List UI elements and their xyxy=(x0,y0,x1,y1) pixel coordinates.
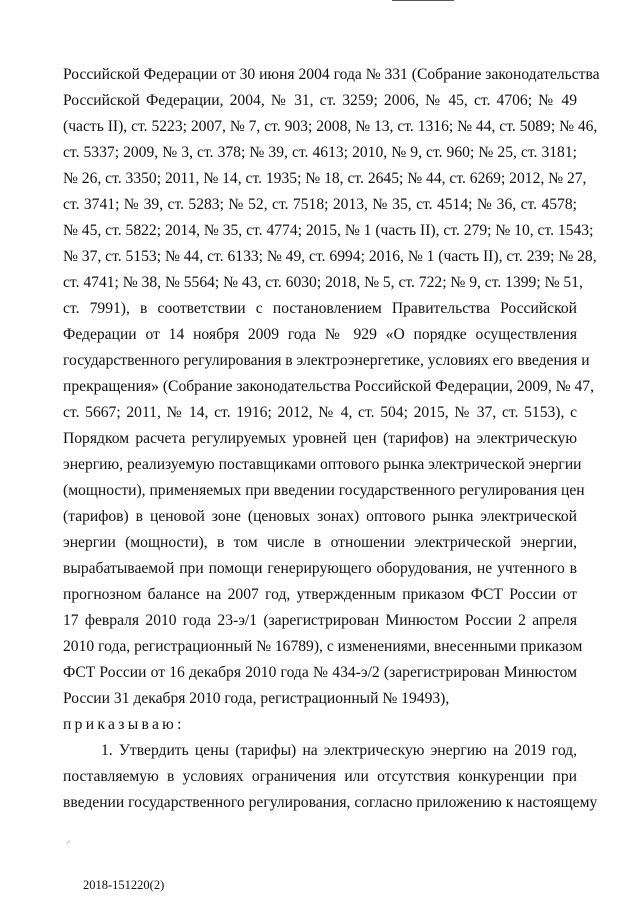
body-line: Федерации от 14 ноября 2009 года № 929 «О порядке осуществления xyxy=(63,326,577,343)
order-word: приказываю: xyxy=(63,716,185,733)
item-1-line: 1. Утвердить цены (тарифы) на электрическую энергию на 2019 год, xyxy=(101,742,577,759)
document-number: 2018-151220(2) xyxy=(83,878,165,892)
body-line: № 26, ст. 3350; 2011, № 14, ст. 1935; № 18, ст. 2645; № 44, ст. 6269; 2012, № 27, xyxy=(63,170,587,187)
body-line: Российской Федерации от 30 июня 2004 года № 331 (Собрание законодательства xyxy=(63,66,600,83)
item-1-line: введении государственного регулирования, согласно приложению к настоящему xyxy=(63,794,598,811)
body-line: ст. 3741; № 39, ст. 5283; № 52, ст. 7518; 2013, № 35, ст. 4514; № 36, ст. 4578; xyxy=(63,196,577,213)
body-line: прогнозном балансе на 2007 год, утвержденным приказом ФСТ России от xyxy=(63,586,577,603)
body-line: (тарифов) в ценовой зоне (ценовых зонах) оптового рынка электрической xyxy=(63,508,577,525)
body-line: России 31 декабря 2010 года, регистрационный № 19493), xyxy=(63,690,450,707)
body-line: Порядком расчета регулируемых уровней цен (тарифов) на электрическую xyxy=(63,430,577,447)
body-line: энергии (мощности), в том числе в отношении электрической энергии, xyxy=(63,534,577,551)
body-line: 17 февраля 2010 года 23-э/1 (зарегистрирован Минюстом России 2 апреля xyxy=(63,612,577,629)
body-line: ст. 7991), в соответствии с постановлением Правительства Российской xyxy=(63,300,577,317)
body-line: государственного регулирования в электроэнергетике, условиях его введения и xyxy=(63,352,590,369)
body-line: (мощности), применяемых при введении государственного регулирования цен xyxy=(63,482,585,499)
body-line: ст. 5667; 2011, № 14, ст. 1916; 2012, № 4, ст. 504; 2015, № 37, ст. 5153), с xyxy=(63,404,577,421)
body-line: ст. 5337; 2009, № 3, ст. 378; № 39, ст. 4613; 2010, № 9, ст. 960; № 25, ст. 3181; xyxy=(63,144,577,161)
top-edge-mark xyxy=(392,0,454,1)
body-line: ст. 4741; № 38, № 5564; № 43, ст. 6030; 2018, № 5, ст. 722; № 9, ст. 1399; № 51, xyxy=(63,274,583,291)
body-line: (часть II), ст. 5223; 2007, № 7, ст. 903; 2008, № 13, ст. 1316; № 44, ст. 5089; № 46, xyxy=(63,118,598,135)
body-line: 2010 года, регистрационный № 16789), с изменениями, внесенными приказом xyxy=(63,638,583,655)
body-line: № 45, ст. 5822; 2014, № 35, ст. 4774; 2015, № 1 (часть II), ст. 279; № 10, ст. 1543; xyxy=(63,222,594,239)
body-line: Российской Федерации, 2004, № 31, ст. 3259; 2006, № 45, ст. 4706; № 49 xyxy=(63,92,577,109)
body-line: ФСТ России от 16 декабря 2010 года № 434-э/2 (зарегистрирован Минюстом xyxy=(63,664,577,681)
body-line: № 37, ст. 5153; № 44, ст. 6133; № 49, ст. 6994; 2016, № 1 (часть II), ст. 239; № 28, xyxy=(63,248,597,265)
item-1-line: поставляемую в условиях ограничения или отсутствия конкуренции при xyxy=(63,768,577,785)
body-line: энергию, реализуемую поставщиками оптового рынка электрической энергии xyxy=(63,456,582,473)
body-line: прекращения» (Собрание законодательства Российской Федерации, 2009, № 47, xyxy=(63,378,594,395)
body-line: вырабатываемой при помощи генерирующего оборудования, не учтенного в xyxy=(63,560,577,577)
margin-mark: ⸝ xyxy=(66,835,71,845)
